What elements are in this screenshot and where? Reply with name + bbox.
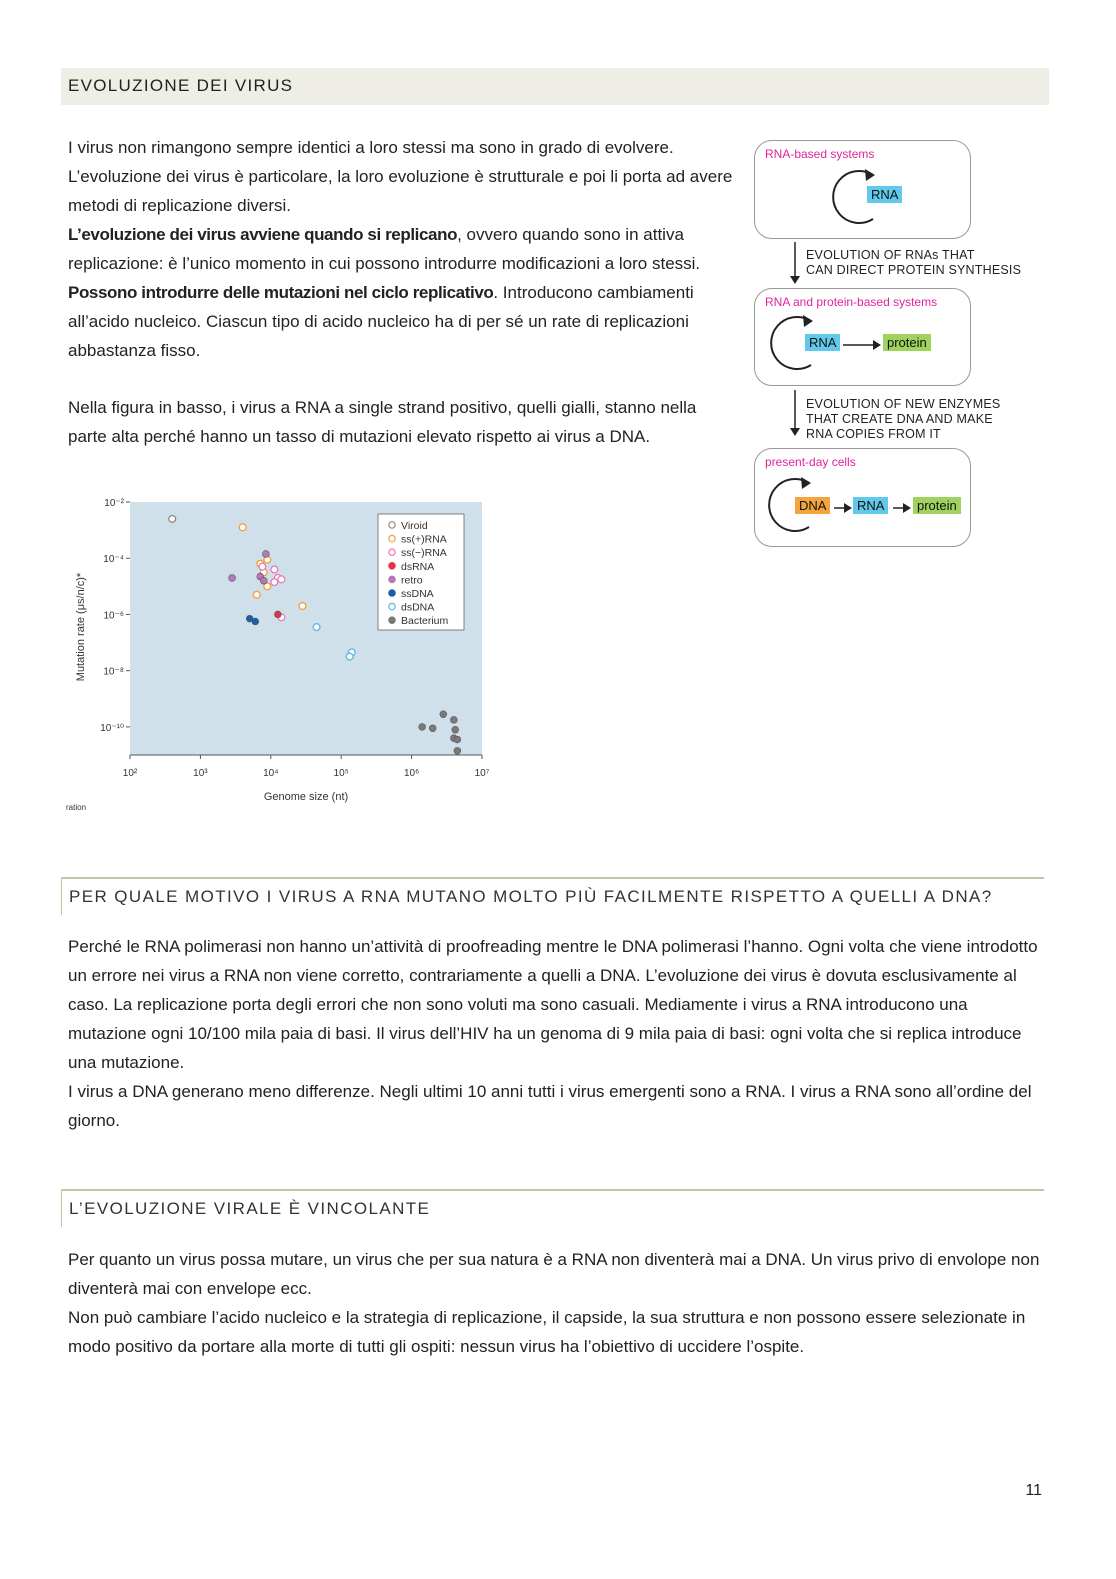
protein-tag: protein	[913, 497, 961, 514]
box-label: RNA and protein-based systems	[765, 295, 938, 309]
x-ticks	[123, 755, 490, 779]
x-tick-label: 10²	[122, 768, 138, 779]
section1-text	[68, 133, 736, 451]
legend-marker	[389, 617, 395, 623]
y-ticks	[100, 498, 130, 734]
y-tick-label: 10⁻¹⁰	[100, 722, 124, 734]
evolution-step-label	[806, 397, 1000, 442]
label-line: EVOLUTION OF RNAs THAT	[806, 248, 975, 262]
legend-marker	[389, 549, 395, 555]
x-tick-label: 10⁴	[263, 768, 279, 779]
legend-label: ss(+)RNA	[401, 533, 447, 546]
data-point-bacterium	[440, 711, 447, 718]
text: , ovvero quando sono in attiva replicazione: è l’unico momento in cui possono introdurre modificazioni a loro stessi.	[68, 225, 701, 273]
legend-marker	[389, 590, 395, 596]
paragraph: I virus non rimangono sempre identici a loro stessi ma sono in grado di evolvere. L’evoluzione dei virus è particolare, la loro evoluzione è strutturale e poi li porta ad avere metodi di replicazione diversi.	[68, 138, 733, 215]
section2-text	[68, 932, 1043, 1135]
legend-marker	[389, 522, 395, 528]
data-point-ss-rna	[253, 591, 260, 598]
y-tick-label: 10⁻⁸	[103, 666, 124, 678]
x-tick-label: 10³	[193, 768, 208, 779]
section-title: L’EVOLUZIONE VIRALE È VINCOLANTE	[69, 1199, 431, 1218]
box-label: RNA-based systems	[765, 147, 875, 161]
legend-label: retro	[401, 574, 423, 587]
page-number: 11	[1025, 1482, 1042, 1499]
data-point-viroid	[169, 515, 176, 522]
data-point-dsrna	[274, 611, 281, 618]
data-point-bacterium	[450, 716, 457, 723]
paragraph: Perché le RNA polimerasi non hanno un’attività di proofreading mentre le DNA polimerasi l’hanno. Ogni volta che viene introdotto un errore nei virus a RNA non viene corretto, contrariamente a quelli a DNA. L’evoluzione dei virus è dovuta esclusivamente al caso. La replicazione porta degli errori che non sono voluti ma sono casuali. Mediamente i virus a RNA introducono una mutazione ogni 10/100 mila paia di basi. Il virus dell’HIV ha un genoma di 9 mila paia di basi: ogni volta che si replica introduce una mutazione.	[68, 937, 1038, 1072]
data-point-ss-rna	[271, 579, 278, 586]
mutation-rate-chart	[62, 492, 502, 817]
label-line: THAT CREATE DNA AND MAKE	[806, 412, 993, 426]
section3-text	[68, 1245, 1043, 1361]
data-point-bacterium	[454, 747, 461, 754]
legend-marker	[389, 535, 395, 541]
rna-tag: RNA	[853, 497, 888, 514]
down-arrow-icon	[788, 390, 802, 438]
legend-label: ss(−)RNA	[401, 547, 447, 560]
rna-world-diagram	[752, 138, 1052, 550]
data-point-bacterium	[419, 723, 426, 730]
bold-text: Possono introdurre delle mutazioni nel ciclo replicativo	[68, 283, 494, 302]
legend-marker	[389, 603, 395, 609]
data-point-bacterium	[454, 736, 461, 743]
section-heading-evoluzione	[61, 68, 1049, 105]
legend-label: Bacterium	[401, 615, 449, 628]
x-tick-label: 10⁶	[403, 768, 420, 779]
y-tick-label: 10⁻²	[104, 498, 124, 509]
section-heading-rna-mutation	[61, 877, 1044, 915]
data-point-ss-rna	[271, 566, 278, 573]
text: . Introducono cambiamenti all’acido nucleico. Ciascun tipo di acido nucleico ha di per sé un rate di replicazioni abbastanza fisso.	[68, 283, 694, 360]
data-point-bacterium	[429, 725, 436, 732]
x-tick-label: 10⁷	[474, 768, 490, 779]
dna-tag: DNA	[795, 497, 830, 514]
diagram-box-rna-based	[754, 140, 971, 239]
protein-tag: protein	[883, 334, 931, 351]
data-point-ssdna	[252, 618, 259, 625]
data-point-retro	[260, 577, 267, 584]
right-arrow-icon	[843, 339, 883, 351]
data-point-retro	[229, 575, 236, 582]
y-tick-label: 10⁻⁶	[103, 610, 124, 622]
caption-fragment: ration	[66, 803, 87, 812]
label-line: EVOLUTION OF NEW ENZYMES	[806, 397, 1001, 411]
y-axis-label: Mutation rate (μs/n/c)*	[75, 572, 87, 682]
section-title: EVOLUZIONE DEI VIRUS	[68, 76, 294, 95]
paragraph: Non può cambiare l’acido nucleico e la strategia di replicazione, il capside, la sua struttura e non possono essere selezionate in modo positivo da portare alla morte di tutti gli ospiti: nessun virus ha l’obiettivo di uccidere l’ospite.	[68, 1308, 1026, 1356]
rna-tag: RNA	[805, 334, 840, 351]
data-point-retro	[262, 551, 269, 558]
x-axis-label: Genome size (nt)	[263, 791, 349, 803]
right-arrow-icon	[834, 502, 854, 514]
diagram-box-rna-protein	[754, 288, 971, 386]
y-tick-label: 10⁻⁴	[103, 554, 124, 566]
data-point-ss-rna	[259, 563, 266, 570]
down-arrow-icon	[788, 242, 802, 286]
paragraph: Per quanto un virus possa mutare, un virus che per sua natura è a RNA non diventerà mai a DNA. Un virus privo di envolope non diventerà mai con envelope ecc.	[68, 1250, 1040, 1298]
legend-label: dsDNA	[401, 601, 435, 614]
data-point-dsdna	[346, 653, 353, 660]
box-label: present-day cells	[765, 455, 856, 469]
data-point-ss-rna	[299, 603, 306, 610]
legend-label: dsRNA	[401, 560, 435, 573]
data-point-ss-rna	[278, 576, 285, 583]
legend-marker	[389, 563, 395, 569]
label-line: CAN DIRECT PROTEIN SYNTHESIS	[806, 263, 1022, 277]
paragraph: I virus a DNA generano meno differenze. Negli ultimi 10 anni tutti i virus emergenti sono a RNA. I virus a RNA sono all’ordine del giorno.	[68, 1082, 1032, 1130]
legend-label: Viroid	[401, 520, 428, 532]
data-point-dsdna	[313, 624, 320, 631]
data-point-ss-rna	[239, 524, 246, 531]
paragraph: Nella figura in basso, i virus a RNA a single strand positivo, quelli gialli, stanno nella parte alta perché hanno un tasso di mutazioni elevato rispetto ai virus a DNA.	[68, 398, 697, 446]
data-point-bacterium	[452, 726, 459, 733]
legend-label: ssDNA	[401, 588, 434, 600]
label-line: RNA COPIES FROM IT	[806, 427, 941, 441]
bold-text: L’evoluzione dei virus avviene quando si replicano	[68, 225, 458, 244]
diagram-box-present-day	[754, 448, 971, 547]
section-title: PER QUALE MOTIVO I VIRUS A RNA MUTANO MOLTO PIÙ FACILMENTE RISPETTO A QUELLI A DNA?	[69, 887, 993, 906]
right-arrow-icon	[893, 502, 913, 514]
x-tick-label: 10⁵	[333, 768, 349, 779]
rna-tag: RNA	[867, 186, 902, 203]
paragraph	[68, 220, 736, 365]
evolution-step-label	[806, 248, 1021, 278]
section-heading-evoluzione-vincolante	[61, 1189, 1044, 1227]
legend-marker	[389, 576, 395, 582]
